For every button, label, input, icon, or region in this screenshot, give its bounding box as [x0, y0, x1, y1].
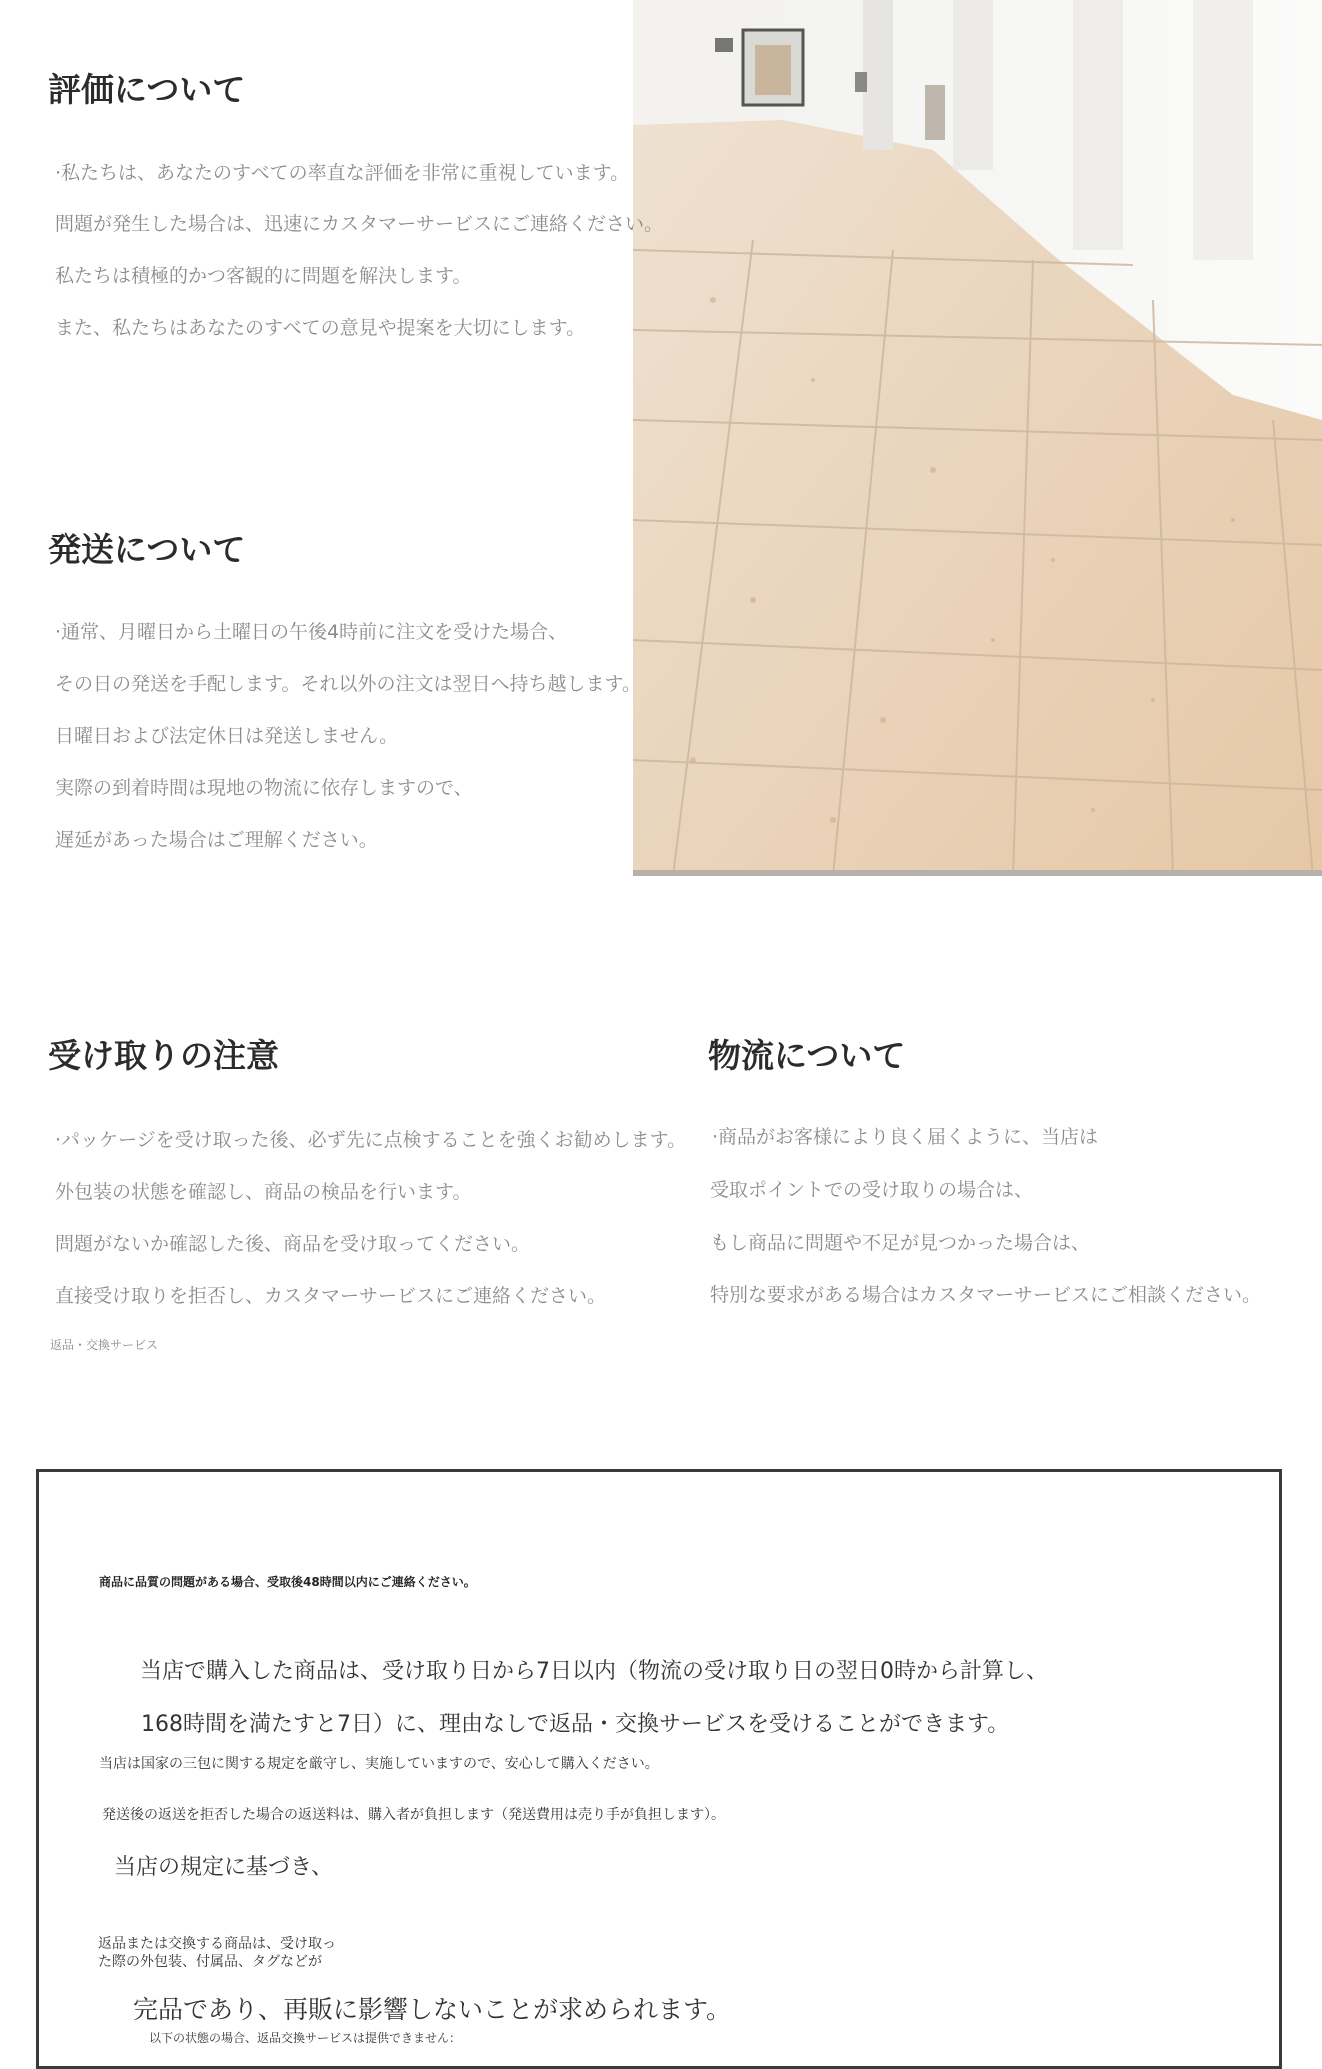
receiving-line-3: 問題がないか確認した後、商品を受け取ってください。: [55, 1233, 531, 1255]
receiving-footnote: 返品・交換サービス: [50, 1338, 159, 1352]
shipping-line-2: その日の発送を手配します。それ以外の注文は翌日へ持ち越します。: [55, 673, 641, 695]
receiving-line-2: 外包装の状態を確認し、商品の検品を行います。: [55, 1181, 472, 1203]
shipping-line-3: 日曜日および法定休日は発送しません。: [55, 725, 399, 747]
evaluation-line-1: ·私たちは、あなたのすべての率直な評価を非常に重視しています。: [55, 162, 630, 184]
notice-line-3: 168時間を満たすと7日）に、理由なしで返品・交換サービスを受けることができます。: [141, 1712, 1010, 1737]
notice-line-9: 以下の状態の場合、返品交換サービスは提供できません：: [149, 2031, 462, 2045]
receiving-line-1: ·パッケージを受け取った後、必ず先に点検することを強くお勧めします。: [55, 1129, 687, 1151]
notice-line-7b: た際の外包装、付属品、タグなどが: [98, 1954, 322, 1970]
notice-line-2: 当店で購入した商品は、受け取り日から7日以内（物流の受け取り日の翌日0時から計算し、: [140, 1659, 1048, 1684]
evaluation-line-3: 私たちは積極的かつ客観的に問題を解決します。: [55, 265, 472, 287]
notice-line-6: 当店の規定に基づき、: [114, 1855, 334, 1880]
notice-line-8: 完品であり、再販に影響しないことが求められます。: [133, 1995, 732, 2024]
notice-line-7a: 返品または交換する商品は、受け取っ: [98, 1936, 336, 1952]
logistics-line-4: 特別な要求がある場合はカスタマーサービスにご相談ください。: [710, 1284, 1262, 1306]
notice-line-5: 発送後の返送を拒否した場合の返送料は、購入者が負担します（発送費用は売り手が負担します）。: [102, 1807, 725, 1823]
notice-line-4: 当店は国家の三包に関する規定を厳守し、実施していますので、安心して購入ください。: [99, 1756, 659, 1772]
logistics-line-1: ·商品がお客様により良く届くように、当店は: [712, 1126, 1099, 1148]
shipping-line-1: ·通常、月曜日から土曜日の午後4時前に注文を受けた場合、: [55, 621, 568, 643]
corridor-photo: [633, 0, 1322, 876]
notice-line-1: 商品に品質の問題がある場合、受取後48時間以内にご連絡ください。: [99, 1575, 476, 1589]
logistics-title: 物流について: [708, 1036, 906, 1075]
receiving-title: 受け取りの注意: [48, 1036, 279, 1075]
evaluation-title: 評価について: [48, 70, 246, 109]
shipping-title: 発送について: [48, 530, 246, 569]
logistics-line-2: 受取ポイントでの受け取りの場合は、: [710, 1179, 1034, 1201]
evaluation-line-4: また、私たちはあなたのすべての意見や提案を大切にします。: [55, 317, 586, 339]
logistics-line-3: もし商品に問題や不足が見つかった場合は、: [710, 1232, 1091, 1254]
evaluation-line-2: 問題が発生した場合は、迅速にカスタマーサービスにご連絡ください。: [55, 213, 664, 235]
receiving-line-4: 直接受け取りを拒否し、カスタマーサービスにご連絡ください。: [55, 1285, 607, 1307]
shipping-line-4: 実際の到着時間は現地の物流に依存しますので、: [55, 777, 473, 799]
shipping-line-5: 遅延があった場合はご理解ください。: [55, 829, 378, 851]
